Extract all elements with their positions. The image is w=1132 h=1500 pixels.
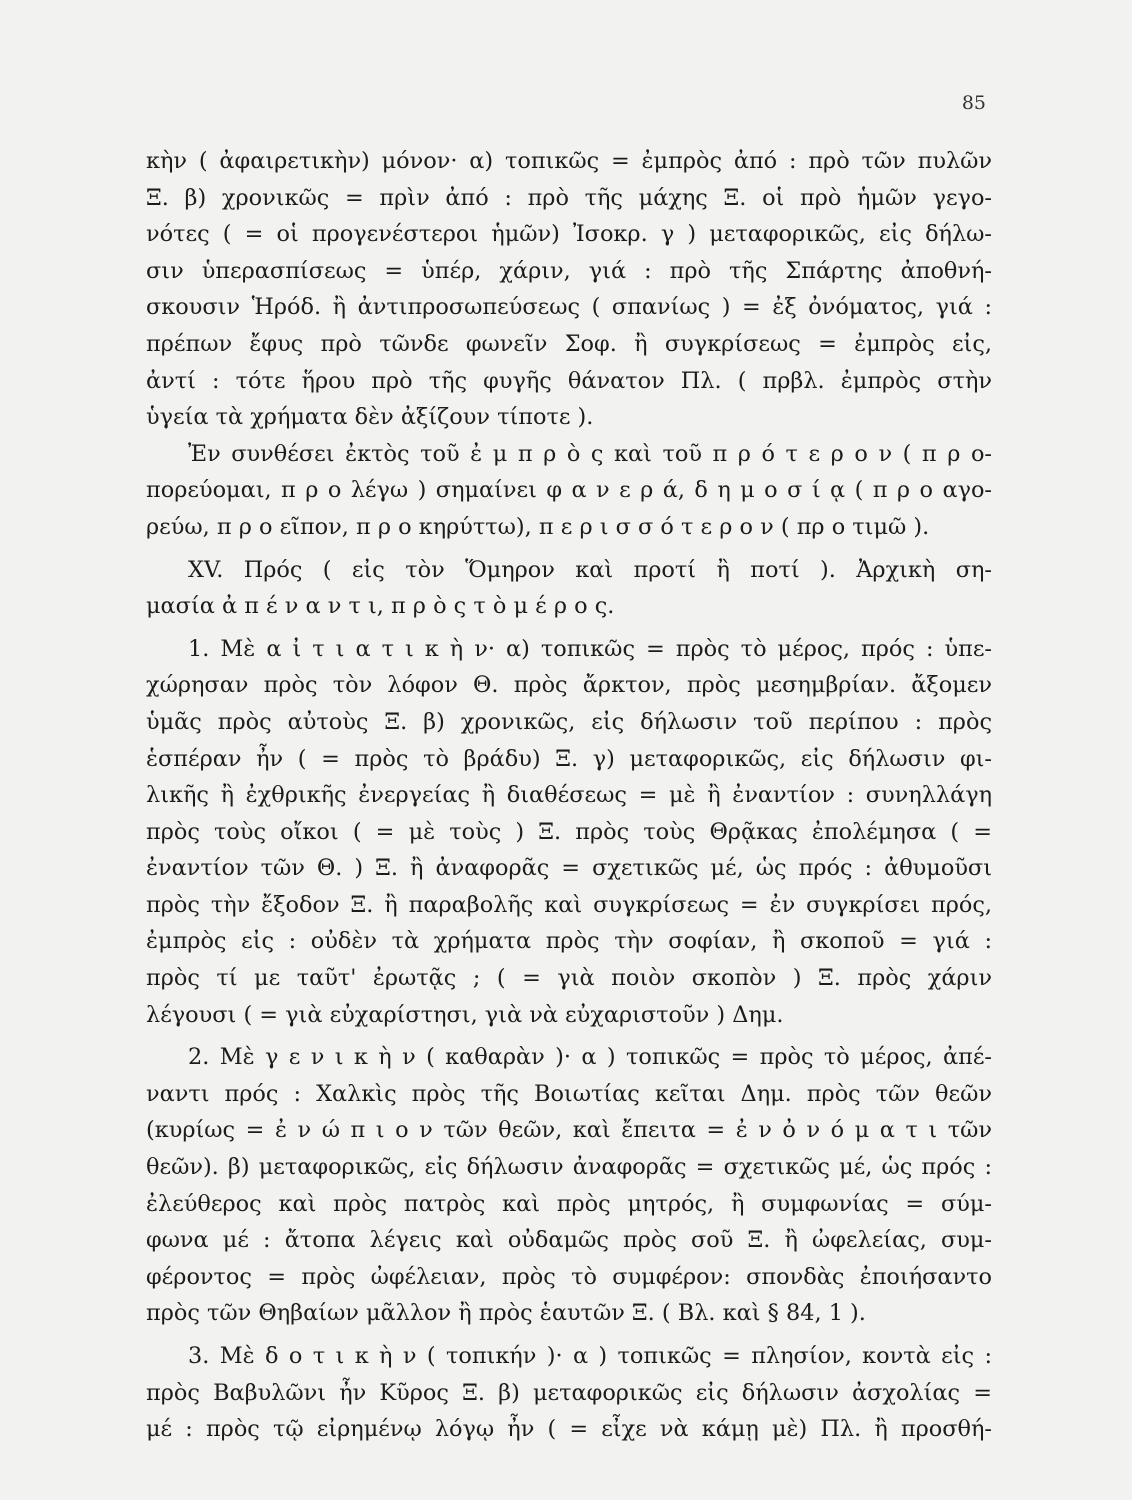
text-line: πρὸς τί με ταῦτ' ἐρωτᾷς ; ( = γιὰ ποιὸν σκοπὸν ) Ξ. πρὸς χάριν	[146, 965, 992, 992]
text-line: Ἐν συνθέσει ἐκτὸς τοῦ ἐ μ π ρ ὸ ς καὶ τοῦ π ρ ό τ ε ρ ο ν ( π ρ ο-	[188, 440, 992, 467]
text-line: λέγουσι ( = γιὰ εὐχαρίστησι, γιὰ νὰ εὐχαριστοῦν ) Δημ.	[146, 1001, 784, 1028]
text-line: νότες ( = οἱ προγενέστεροι ἡμῶν) Ἰσοκρ. γ ) μεταφορικῶς, εἰς δήλω-	[146, 221, 992, 248]
text-line: ἐναντίον τῶν Θ. ) Ξ. ἢ ἀναφορᾶς = σχετικῶς μέ, ὡς πρός : ἀθυμοῦσι	[146, 855, 992, 882]
text-line: ἐμπρὸς εἰς : οὐδὲν τὰ χρήματα πρὸς τὴν σοφίαν, ἢ σκοποῦ = γιά :	[146, 928, 992, 955]
text-line: ναντι πρός : Χαλκὶς πρὸς τῆς Βοιωτίας κεῖται Δημ. πρὸς τῶν θεῶν	[146, 1080, 992, 1107]
text-line: (κυρίως = ἐ ν ώ π ι ο ν τῶν θεῶν, καὶ ἔπειτα = ἐ ν ὀ ν ό μ α τ ι τῶν	[146, 1117, 992, 1144]
text-line: 3. Μὲ δ ο τ ι κ ὴ ν ( τοπικήν )· α ) τοπικῶς = πλησίον, κοντὰ εἰς :	[188, 1343, 992, 1369]
section-heading-line: XV. Πρός ( εἰς τὸν Ὅμηρον καὶ προτί ἢ ποτί ). Ἀρχικὴ ση-	[188, 556, 992, 583]
text-line: μέ : πρὸς τῷ εἰρημένῳ λόγῳ ἦν ( = εἶχε νὰ κάμῃ μὲ) Πλ. ἢ προσθή-	[146, 1416, 992, 1443]
text-line: ρεύω, π ρ ο εῖπον, π ρ ο κηρύττω), π ε ρ ι σ σ ό τ ε ρ ο ν ( πρ ο τιμῶ ).	[146, 513, 930, 540]
text-line: λικῆς ἢ ἐχθρικῆς ἐνεργείας ἢ διαθέσεως = μὲ ἢ ἐναντίον : συνηλλάγη	[146, 782, 992, 809]
text-line: ὑγεία τὰ χρήματα δὲν ἀξίζουν τίποτε ).	[146, 404, 594, 431]
text-line: ἐλεύθερος καὶ πρὸς πατρὸς καὶ πρὸς μητρός, ἢ συμφωνίας = σύμ-	[146, 1190, 992, 1217]
page-number: 85	[961, 92, 986, 114]
text-line: κὴν ( ἀφαιρετικὴν) μόνον· α) τοπικῶς = ἐμπρὸς ἀπό : πρὸ τῶν πυλῶν	[146, 148, 992, 174]
text-line: 2. Μὲ γ ε ν ι κ ὴ ν ( καθαρὰν )· α ) τοπικῶς = πρὸς τὸ μέρος, ἀπέ-	[188, 1044, 992, 1071]
text-line: ἑσπέραν ἦν ( = πρὸς τὸ βράδυ) Ξ. γ) μεταφορικῶς, εἰς δήλωσιν φι-	[146, 745, 992, 772]
text-line: πορεύομαι, π ρ ο λέγω ) σημαίνει φ α ν ε ρ ά, δ η μ ο σ ί ᾳ ( π ρ ο αγο-	[146, 477, 992, 504]
body-text	[146, 143, 992, 1448]
text-line: θεῶν). β) μεταφορικῶς, εἰς δήλωσιν ἀναφορᾶς = σχετικῶς μέ, ὡς πρός :	[146, 1154, 992, 1181]
text-line: σκουσιν Ἡρόδ. ἢ ἀντιπροσωπεύσεως ( σπανίως ) = ἐξ ὀνόματος, γιά :	[146, 294, 992, 321]
text-line: πρὸς τῶν Θηβαίων μᾶλλον ἢ πρὸς ἑαυτῶν Ξ. ( Βλ. καὶ § 84, 1 ).	[146, 1300, 866, 1327]
text-line: σιν ὑπερασπίσεως = ὑπέρ, χάριν, γιά : πρὸ τῆς Σπάρτης ἀποθνή-	[146, 257, 992, 284]
text-line: 1. Μὲ α ἰ τ ι α τ ι κ ὴ ν· α) τοπικῶς = πρὸς τὸ μέρος, πρός : ὑπε-	[188, 635, 992, 662]
text-line: πρὸς τὴν ἔξοδον Ξ. ἢ παραβολῆς καὶ συγκρίσεως = ἐν συγκρίσει πρός,	[146, 891, 992, 918]
text-line: φέροντος = πρὸς ὠφέλειαν, πρὸς τὸ συμφέρον: σπονδὰς ἐποιήσαντο	[146, 1263, 992, 1290]
text-line: Ξ. β) χρονικῶς = πρὶν ἀπό : πρὸ τῆς μάχης Ξ. οἱ πρὸ ἡμῶν γεγο-	[146, 184, 992, 211]
text-line: πρὸς τοὺς οἴκοι ( = μὲ τοὺς ) Ξ. πρὸς τοὺς Θρᾷκας ἐπολέμησα ( =	[146, 818, 992, 845]
text-line: μασία ἀ π έ ν α ν τ ι, π ρ ὸ ς τ ὸ μ έ ρ ο ς.	[146, 593, 615, 620]
text-line: φωνα μέ : ἄτοπα λέγεις καὶ οὐδαμῶς πρὸς σοῦ Ξ. ἢ ὠφελείας, συμ-	[146, 1227, 992, 1254]
text-line: χώρησαν πρὸς τὸν λόφον Θ. πρὸς ἄρκτον, πρὸς μεσημβρίαν. ἄξομεν	[146, 672, 992, 699]
text-line: πρὸς Βαβυλῶνι ἦν Κῦρος Ξ. β) μεταφορικῶς εἰς δήλωσιν ἀσχολίας =	[146, 1379, 992, 1406]
text-line: πρέπων ἔφυς πρὸ τῶνδε φωνεῖν Σοφ. ἢ συγκρίσεως = ἐμπρὸς εἰς,	[146, 330, 992, 357]
text-line: ὑμᾶς πρὸς αὐτοὺς Ξ. β) χρονικῶς, εἰς δήλωσιν τοῦ περίπου : πρὸς	[146, 708, 992, 735]
text-line: ἀντί : τότε ἥρου πρὸ τῆς φυγῆς θάνατον Πλ. ( πρβλ. ἐμπρὸς στὴν	[146, 367, 992, 394]
